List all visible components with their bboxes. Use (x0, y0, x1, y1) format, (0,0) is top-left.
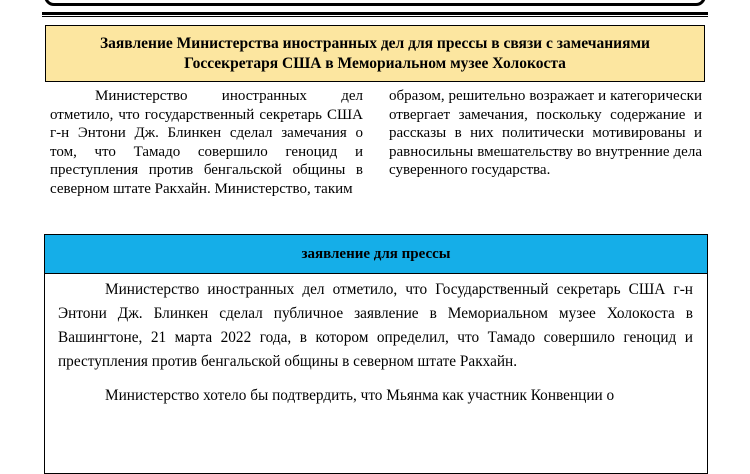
headline-text: Заявление Министерства иностранных дел для прессы в связи с замечаниями Госсекретаря США в Мемориальном музее Холокоста (99, 34, 650, 72)
press-paragraph-2: Министерство хотело бы подтвердить, что Мьянма как участник Конвенции о (105, 387, 615, 404)
press-statement-box (44, 234, 708, 474)
top-decorative-frame (44, 0, 706, 6)
intro-right-column: образом, решительно возражает и категорически отвергает замечания, поскольку содержание и рассказы в них политически мотивированы и равносильны вмешательству во внутренние дела суверенного государства. (389, 88, 702, 179)
press-statement-body (45, 274, 707, 408)
top-thin-rule (42, 16, 708, 17)
press-statement-header (45, 235, 707, 274)
top-rule (42, 12, 708, 15)
intro-columns (50, 87, 702, 227)
headline-box (45, 25, 705, 82)
press-statement-title: заявление для прессы (301, 245, 451, 262)
intro-left-column: Министерство иностранных дел отметило, что государственный секретарь США г-н Энтони Дж. Блинкен сделал замечания о том, что Тамадо совершило геноцид и преступления против бенгальской общины в северном штате Ракхайн. Министерство, таким (50, 88, 363, 197)
press-paragraph-1: Министерство иностранных дел отметило, что Государственный секретарь США г-н Энтони Дж. Блинкен сделал публичное заявление в Мемориальном музее Холокоста в Вашингтоне, 21 марта 2022 года, в котором определил, что Тамадо совершило геноцид и преступления против бенгальской общины в северном штате Ракхайн. (58, 281, 693, 370)
